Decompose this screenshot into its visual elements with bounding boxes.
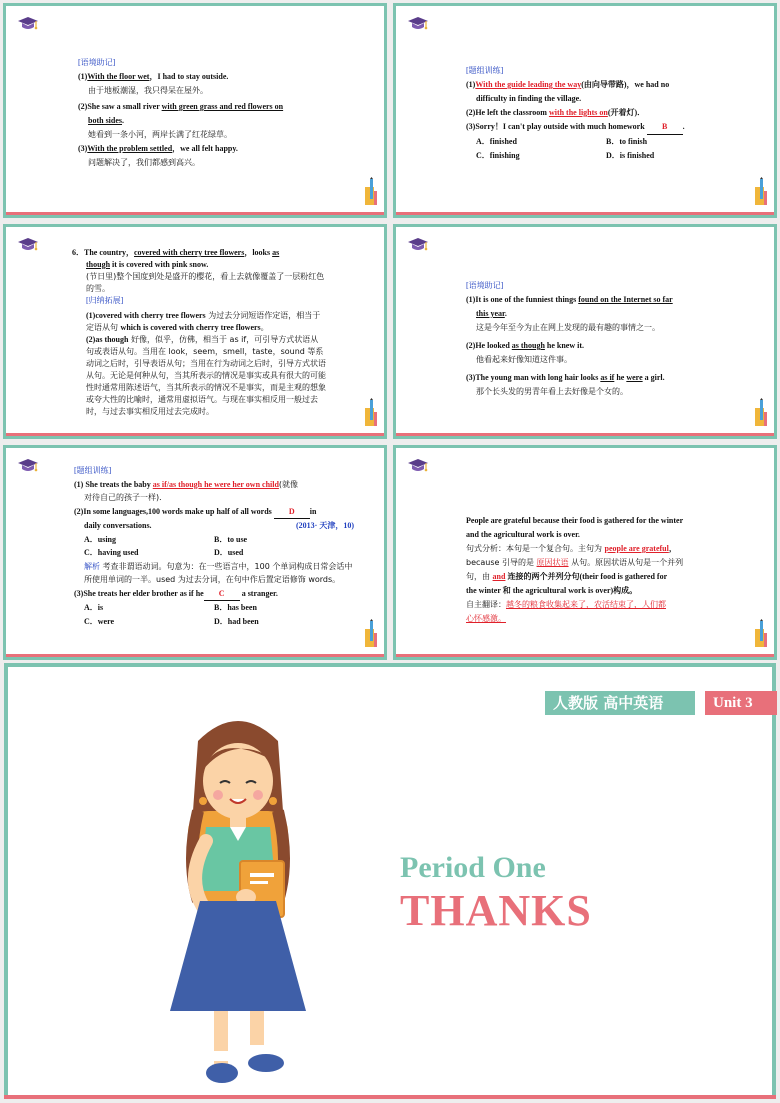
text: (3)Sorry！I can't play outside with much homework	[466, 122, 645, 131]
text: difficulty in finding the village.	[476, 94, 582, 103]
text: 自主翻译：	[466, 600, 506, 609]
slide-6[interactable]	[393, 445, 777, 660]
thanks-heading: THANKS	[400, 886, 592, 935]
underlined-phrase: were	[626, 373, 643, 382]
pencil-cup-icon	[754, 619, 768, 649]
text: (1)It is one of the funniest things	[466, 295, 579, 304]
text: (开着灯)．	[607, 108, 646, 117]
slide-2-content: [题组训练] (1)With the guide leading the way(由向导带路)，we had no difficulty in finding the village. (2)He left the classroom with the lights on(开着灯)． (3)Sorry！I can't play outside with much homework B . A．finished B．to finish C．finishing D．is finished	[466, 64, 766, 163]
chinese-translation: 对待自己的孩子一样)．	[84, 493, 168, 502]
option: C．were	[84, 616, 115, 626]
underlined-phrase: as	[272, 248, 280, 257]
text: (1) She treats the baby	[74, 479, 153, 489]
text: (2)In some languages,100 words make up half of all words	[74, 506, 274, 516]
pencil-cup-icon	[364, 398, 378, 428]
text: (2)as though	[86, 335, 129, 344]
answer: 心怀感激。	[466, 614, 506, 623]
option: D．is finished	[606, 151, 655, 160]
text: (1)covered with cherry tree flowers	[86, 311, 206, 320]
text: (2)He left the classroom	[466, 108, 549, 117]
slide-4[interactable]	[393, 224, 777, 439]
graduation-cap-icon	[18, 458, 38, 474]
text: ，looks	[244, 248, 273, 257]
slide-1-content: [语境助记] (1)With the floor wet，I had to stay outside. 由于地板潮湿，我只得呆在屋外。 (2)She saw a small river with green grass and red flowers on both sides. 她看到一条小河，两岸长满了红花绿草。 (3)With the problem settled，we all felt happy. 问题解决了，我们都感到高兴。	[78, 56, 378, 170]
answer: 越冬的粮食收集起来了，农活结束了，人们都	[506, 600, 666, 609]
text: in	[309, 506, 317, 516]
text: 好像，似乎，仿佛，相当于 as if，可引导方式状语从句或表语从句。当用在 look，seem，smell，taste，sound 等系动词之后时，引导表语从句；当用在行为动词之后时，引导方式状语从句。无论是何种从句，当其所表示的情况是事实或具有很大的可能性时通常用陈述语气，当其所表示的情况不是事实，而是主观的想象或夸大性的比喻时，通常用虚拟语气。与现在事实相反用一般过去时，与过去事实相反用过去完成时。	[86, 335, 326, 416]
text: and the agricultural work is over.	[466, 530, 580, 539]
section-tag: [语境助记]	[466, 281, 504, 290]
slide-3[interactable]	[3, 224, 387, 439]
text: 从句。原因状语从句是一个并列	[568, 558, 684, 567]
pencil-cup-icon	[364, 619, 378, 649]
chinese-translation: 那个长头发的男青年看上去好像是个女的。	[476, 387, 628, 396]
text: (由向导带路)，we had no	[581, 80, 670, 89]
pencil-cup-icon	[754, 398, 768, 428]
text: (1)	[78, 72, 88, 81]
graduation-cap-icon	[18, 16, 38, 32]
text: ，	[668, 544, 677, 553]
text: ，we all felt happy.	[172, 144, 238, 153]
answer-blank: B	[647, 120, 683, 135]
underlined-phrase: though	[86, 260, 111, 269]
option: D．used	[214, 548, 244, 557]
answer: with the lights on	[548, 108, 608, 117]
option: D．had been	[214, 616, 259, 626]
slide-4-content: [语境助记] (1)It is one of the funniest things found on the Internet so far this year. 这是今年至今为止在网上发现的最有趣的事情之一。 (2)He looked as though he knew it. 他看起来好像知道这件事。 (3)The young man with long hair looks as if he were a girl. 那个长头发的男青年看上去好像是个女的。	[466, 279, 766, 399]
slide-6-content	[466, 514, 706, 626]
underlined-phrase: found on the Internet so far	[578, 295, 673, 304]
answer: 原因状语	[536, 558, 569, 567]
answer: and	[492, 572, 506, 581]
graduation-cap-icon	[408, 16, 428, 32]
publisher-badge: 人教版 高中英语	[545, 691, 695, 715]
text: 句，由	[466, 572, 493, 581]
chinese-translation: 问题解决了，我们都感到高兴。	[88, 158, 200, 167]
graduation-cap-icon	[408, 458, 428, 474]
text: (1)	[466, 80, 476, 89]
text: (就像	[278, 479, 299, 489]
text: the winter 和 the agricultural work is over)构成。	[466, 586, 638, 595]
option: B．to use	[214, 534, 248, 544]
option: A．using	[84, 534, 117, 544]
text: 连接的两个并列分句(their food is gathered for	[505, 572, 668, 581]
option: B．to finish	[606, 137, 648, 146]
chinese-translation: 由于地板潮湿，我只得呆在屋外。	[88, 86, 208, 95]
section-tag: [归纳拓展]	[86, 296, 124, 305]
thanks-slide[interactable]	[4, 663, 776, 1099]
student-girl-illustration	[158, 701, 318, 1101]
slide-5-content	[74, 464, 354, 628]
option: C．having used	[84, 548, 139, 557]
underlined-phrase: both sides	[88, 116, 123, 125]
pencil-cup-icon	[364, 177, 378, 207]
text: (3)She treats her elder brother as if he	[74, 588, 204, 598]
option: A．finished	[476, 137, 517, 146]
section-tag: [题组训练]	[74, 466, 112, 475]
text: a girl.	[642, 373, 665, 382]
text: a stranger.	[239, 588, 278, 598]
slide-1[interactable]	[3, 3, 387, 218]
text: he	[614, 373, 627, 382]
graduation-cap-icon	[18, 237, 38, 253]
text: which is covered with cherry tree flowers	[120, 323, 261, 332]
underlined-phrase: With the floor wet	[87, 72, 150, 81]
chinese-translation: 他看起来好像知道这件事。	[476, 355, 572, 364]
analysis-tag: 解析	[84, 561, 100, 571]
underlined-phrase: as if	[600, 373, 615, 382]
chinese-translation: (节日里)整个国度到处是盛开的樱花，看上去就像覆盖了一层粉红色的雪。	[86, 272, 325, 293]
graduation-cap-icon	[408, 237, 428, 253]
text: because 引导的是	[466, 558, 537, 567]
underlined-phrase: with green grass and red flowers on	[161, 102, 284, 111]
underlined-phrase: With the problem settled	[87, 144, 173, 153]
text: he knew it.	[544, 341, 585, 350]
text: daily conversations.	[84, 521, 152, 530]
chinese-translation: 她看到一条小河，两岸长满了红花绿草。	[88, 130, 232, 139]
text: 6．The country，	[72, 248, 134, 257]
section-tag: [题组训练]	[466, 66, 504, 75]
text: (3)The young man with long hair looks	[466, 373, 601, 382]
text: (2)She saw a small river	[78, 102, 162, 111]
underlined-phrase: this year	[476, 309, 505, 318]
text: it is covered with pink snow.	[110, 260, 209, 269]
slide-2[interactable]	[393, 3, 777, 218]
text: 。	[260, 323, 269, 332]
option: B．has been	[214, 603, 257, 612]
chinese-translation: 这是今年至今为止在网上发现的最有趣的事情之一。	[476, 323, 660, 332]
text: (3)	[78, 144, 88, 153]
answer: people are grateful	[604, 544, 669, 553]
source-note: (2013· 天津，10)	[296, 521, 354, 530]
option: C．finishing	[476, 151, 520, 160]
text: ，I had to stay outside.	[149, 72, 229, 81]
underlined-phrase: covered with cherry tree flowers	[134, 248, 245, 257]
pencil-cup-icon	[754, 177, 768, 207]
unit-badge: Unit 3	[705, 691, 777, 715]
slide-5[interactable]	[3, 445, 387, 660]
period-title: Period One	[400, 851, 546, 884]
answer: as if/as though he were her own child	[152, 479, 279, 489]
answer-blank: C	[204, 587, 240, 602]
slide-3-content	[72, 247, 326, 418]
text: People are grateful because their food is gathered for the winter	[466, 516, 684, 525]
option: A．is	[84, 603, 104, 612]
text: 为过去分词短语作定语，相当于定语从句	[86, 311, 321, 332]
text: 句式分析：本句是一个复合句。主句为	[466, 544, 605, 553]
answer: With the guide leading the way	[475, 80, 582, 89]
section-tag: [语境助记]	[78, 58, 116, 67]
text: (2)He looked	[466, 341, 512, 350]
analysis-text: 考查非谓语动词。句意为：在一些语言中，100 个单词构成日常会话中所使用单词的一半。used 为过去分词，在句中作后置定语修饰 words。	[84, 561, 353, 584]
underlined-phrase: as though	[511, 341, 545, 350]
answer-blank: D	[274, 505, 310, 520]
